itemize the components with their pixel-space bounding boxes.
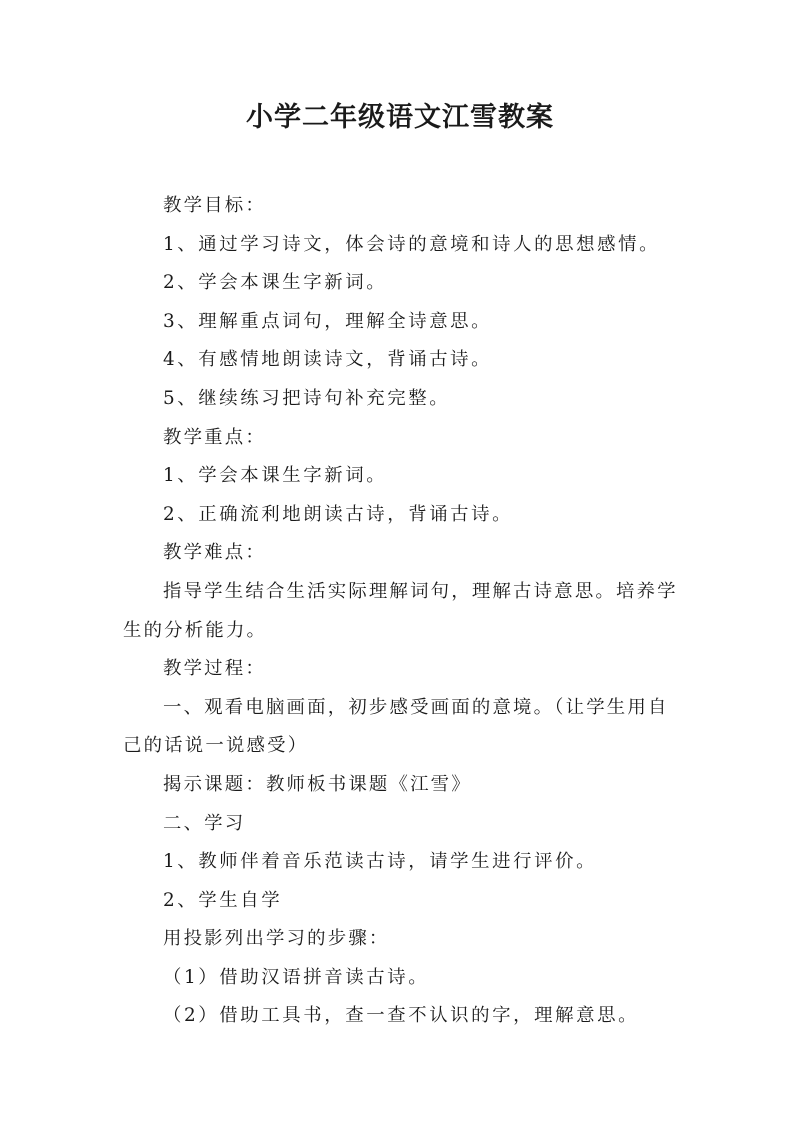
paragraph-objective-4: 4、有感情地朗读诗文，背诵古诗。 bbox=[163, 349, 493, 371]
paragraph-study-1: 1、教师伴着音乐范读古诗，请学生进行评价。 bbox=[163, 851, 598, 873]
paragraph-objective-3: 3、理解重点词句，理解全诗意思。 bbox=[163, 310, 493, 332]
paragraph-process-heading: 教学过程： bbox=[163, 658, 266, 680]
paragraph-difficulties-text: 指导学生结合生活实际理解词句，理解古诗意思。培养学生的分析能力。 bbox=[123, 580, 678, 641]
paragraph-key-point-2: 2、正确流利地朗读古诗，背诵古诗。 bbox=[163, 503, 514, 525]
paragraph-step-a: （1）借助汉语拼音读古诗。 bbox=[163, 966, 430, 988]
paragraph-key-points-heading: 教学重点： bbox=[163, 426, 266, 448]
paragraph-process-step-1: 一、观看电脑画面，初步感受画面的意境。（让学生用自己的话说一说感受） bbox=[123, 696, 669, 757]
paragraph-process-step-2: 二、学习 bbox=[163, 812, 246, 834]
document-body bbox=[123, 187, 680, 1036]
paragraph-projection-steps: 用投影列出学习的步骤： bbox=[163, 928, 390, 950]
paragraph-study-2: 2、学生自学 bbox=[163, 889, 283, 911]
paragraph-step-b: （2）借助工具书，查一查不认识的字，理解意思。 bbox=[163, 1005, 640, 1027]
document-title: 小学二年级语文江雪教案 bbox=[246, 102, 554, 133]
paragraph-key-point-1: 1、学会本课生字新词。 bbox=[163, 465, 388, 487]
paragraph-reveal-topic: 揭示课题：教师板书课题《江雪》 bbox=[163, 773, 472, 795]
paragraph-objectives-heading: 教学目标： bbox=[163, 195, 266, 216]
paragraph-objective-2: 2、学会本课生字新词。 bbox=[163, 272, 388, 294]
paragraph-objective-5: 5、继续练习把诗句补充完整。 bbox=[163, 387, 451, 409]
paragraph-objective-1: 1、通过学习诗文，体会诗的意境和诗人的思想感情。 bbox=[163, 233, 661, 255]
paragraph-difficulties-heading: 教学难点： bbox=[163, 542, 266, 564]
